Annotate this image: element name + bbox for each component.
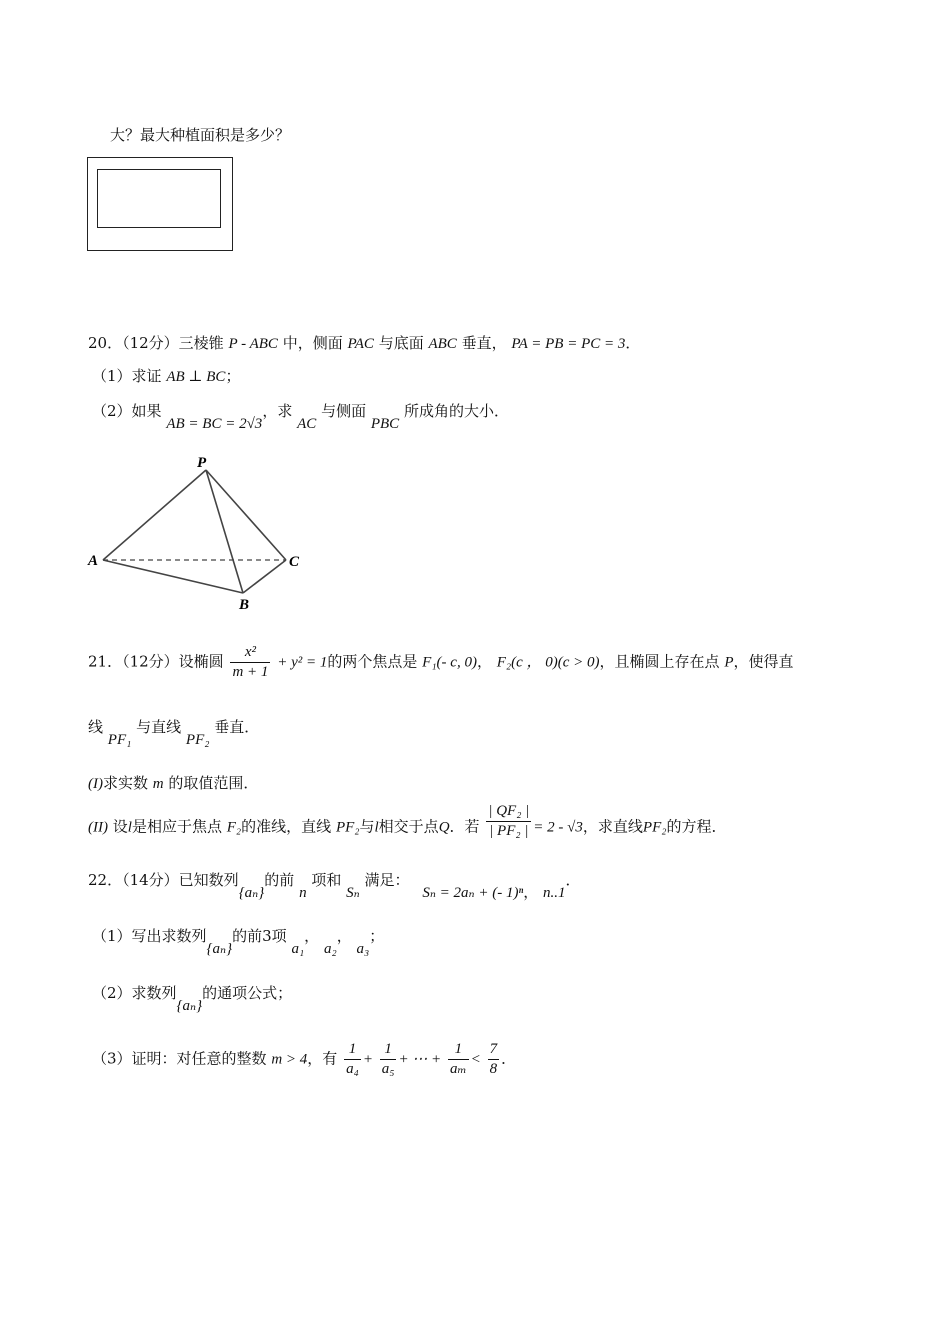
- q22-text: ，有: [307, 1049, 338, 1068]
- vertex-p-label: P: [197, 455, 207, 471]
- q22-sn: Sₙ: [346, 885, 360, 901]
- frac-den: 8: [489, 1061, 498, 1077]
- q22-text: 的前: [264, 871, 295, 889]
- q20-tetrahedron-figure: [80, 450, 320, 615]
- q22-part3-cond: m > 4: [271, 1051, 308, 1068]
- q20-expr-abc: ABC: [428, 336, 457, 352]
- q21-var-l: l: [127, 819, 132, 836]
- q22-frac-1: [344, 1042, 361, 1077]
- q20-part2: [92, 402, 509, 432]
- q22-part1: [92, 927, 385, 957]
- q21-part-i-label: (I): [88, 776, 103, 792]
- q22-text: ，: [304, 927, 320, 945]
- q21-text: 与: [359, 817, 375, 836]
- q20-text: 与底面: [378, 334, 424, 352]
- q20-part2-ac: AC: [297, 416, 317, 432]
- q22-text: ；: [369, 927, 385, 945]
- q21-var-l: l: [374, 819, 379, 836]
- q21-frac-num: x²: [230, 645, 270, 663]
- q22-text: ，: [523, 883, 539, 901]
- q21-text: 的准线，直线: [241, 817, 332, 836]
- q21-frac-den: m + 1: [232, 664, 269, 680]
- q21-part-i: [88, 776, 258, 792]
- q21-part-ii-label: (II): [88, 819, 108, 836]
- q21-eq-tail: + y² = 1: [277, 654, 328, 671]
- q21-focus-2: F₂(c ， 0)(c > 0): [496, 654, 600, 671]
- q22-seq-an: {aₙ}: [176, 998, 203, 1014]
- q21-text: 相交于点: [378, 817, 439, 836]
- frac-den: aₘ: [449, 1061, 467, 1077]
- q22-text: 满足：: [364, 871, 410, 889]
- q21-text: ，求直线: [582, 817, 643, 836]
- q21-text: ，: [476, 652, 492, 671]
- q21-f2: F₂: [226, 819, 242, 836]
- q20-text: 垂直，: [461, 334, 507, 352]
- edge-pc: [206, 470, 286, 560]
- q22-text: 的前3项: [232, 927, 287, 945]
- q21-line2: [88, 718, 260, 748]
- q22-seq-an: {aₙ}: [238, 885, 265, 901]
- q22-text: ．: [501, 1049, 517, 1068]
- q21-text: 垂直．: [214, 718, 260, 736]
- q21-text: 的方程．: [666, 817, 727, 836]
- q20-stem: [88, 336, 640, 352]
- q22-dots: + ⋯ +: [398, 1051, 442, 1068]
- q21-pf2: PF₂: [642, 819, 667, 836]
- q22-var-n: n: [299, 885, 307, 901]
- q21-text: ，且椭圆上存在点: [599, 652, 720, 671]
- q22-a2: a₂: [323, 941, 337, 957]
- q22-seq-an: {aₙ}: [206, 941, 233, 957]
- q20-number: 20．（12分）三棱锥: [88, 334, 224, 352]
- frac-num: 1: [344, 1042, 361, 1060]
- q20-text: ，求: [262, 402, 293, 420]
- q22-lt: <: [470, 1051, 481, 1068]
- q22-number: 22．（14分）已知数列: [88, 871, 239, 889]
- q21-text: 与直线: [136, 718, 182, 736]
- q20-text: 中，侧面: [282, 334, 343, 352]
- q21-ratio-den: | PF₂ |: [489, 823, 529, 839]
- q20-part2-expr: AB = BC = 2√3: [166, 416, 263, 432]
- vertex-b-label: B: [239, 597, 250, 613]
- q21-pf1: PF₁: [107, 732, 132, 748]
- q19-inner-rect: [97, 169, 221, 228]
- q20-text: ；: [225, 367, 241, 385]
- frac-den: a₄: [346, 1061, 359, 1077]
- q21-ratio-num: | QF₂ |: [486, 804, 531, 822]
- q22-stem: [88, 871, 581, 901]
- q20-text: 所成角的大小．: [403, 402, 509, 420]
- q22-part3: [92, 1042, 516, 1077]
- q20-text: ．: [625, 334, 641, 352]
- q21-text: ．若: [449, 817, 480, 836]
- q21-stem: [88, 645, 794, 680]
- q21-text: 线: [88, 718, 104, 736]
- frac-num: 1: [448, 1042, 469, 1060]
- q22-part1-label: （1）写出求数列: [92, 927, 207, 945]
- q21-text: 是相应于焦点: [131, 817, 222, 836]
- q22-frac-3: [448, 1042, 469, 1077]
- q21-text: 设: [112, 817, 128, 836]
- q22-part3-label: （3）证明：对任意的整数: [92, 1049, 267, 1068]
- q21-pf2: PF₂: [185, 732, 210, 748]
- q21-ratio-fraction: [486, 804, 531, 839]
- frac-den: a₅: [381, 1061, 395, 1077]
- q21-var-m: m: [152, 776, 164, 792]
- vertex-a-label: A: [88, 553, 99, 569]
- q21-point-p: P: [724, 654, 734, 671]
- edge-ab: [103, 560, 243, 593]
- q20-expr-pac: PAC: [347, 336, 374, 352]
- q21-part-ii: [88, 803, 727, 845]
- edge-pb: [206, 470, 243, 593]
- q22-a1: a₁: [291, 941, 305, 957]
- q21-ratio-rhs: = 2 - √3: [533, 819, 583, 836]
- q20-part2-label: （2）如果: [92, 402, 162, 420]
- q22-formula: Sₙ = 2aₙ + (- 1)ⁿ: [422, 885, 524, 901]
- q19-tail: 大？最大种植面积是多少？: [110, 126, 291, 144]
- q20-part1-label: （1）求证: [92, 367, 162, 385]
- q21-text: 的取值范围．: [168, 774, 259, 792]
- q22-condition: n..1: [542, 885, 566, 901]
- q22-a3: a₃: [356, 941, 370, 957]
- frac-num: 7: [488, 1042, 500, 1060]
- q20-part2-pbc: PBC: [370, 416, 400, 432]
- q21-focus-1: F₁(- c, 0): [422, 654, 477, 671]
- q22-text: 项和: [311, 871, 342, 889]
- q22-text: ．: [565, 871, 581, 889]
- q20-text: 与侧面: [321, 402, 367, 420]
- edge-pa: [103, 470, 206, 560]
- q22-frac-4: [488, 1042, 500, 1077]
- q21-pf2: PF₂: [335, 819, 360, 836]
- q20-expr-equal: PA = PB = PC = 3: [511, 336, 626, 352]
- q20-part1-expr: AB ⊥ BC: [166, 369, 226, 385]
- q21-text: 的两个焦点是: [327, 652, 418, 671]
- q22-frac-2: [380, 1042, 397, 1077]
- q21-ellipse-fraction: [230, 645, 270, 680]
- q22-part2: [92, 984, 293, 1014]
- q22-text: ，: [336, 927, 352, 945]
- vertex-c-label: C: [289, 554, 300, 570]
- frac-num: 1: [380, 1042, 397, 1060]
- q22-text: 的通项公式；: [202, 984, 293, 1002]
- q20-part1: [92, 369, 240, 385]
- edge-bc: [243, 560, 286, 593]
- q22-part2-label: （2）求数列: [92, 984, 177, 1002]
- q21-number: 21．（12分）设椭圆: [88, 652, 224, 671]
- q19-figure: [87, 157, 233, 251]
- q21-point-q: Q: [438, 819, 450, 836]
- q21-text: 求实数: [103, 774, 149, 792]
- q20-expr-pabc: P - ABC: [228, 336, 278, 352]
- q21-text: ，使得直: [733, 652, 794, 671]
- q22-plus: +: [362, 1051, 373, 1068]
